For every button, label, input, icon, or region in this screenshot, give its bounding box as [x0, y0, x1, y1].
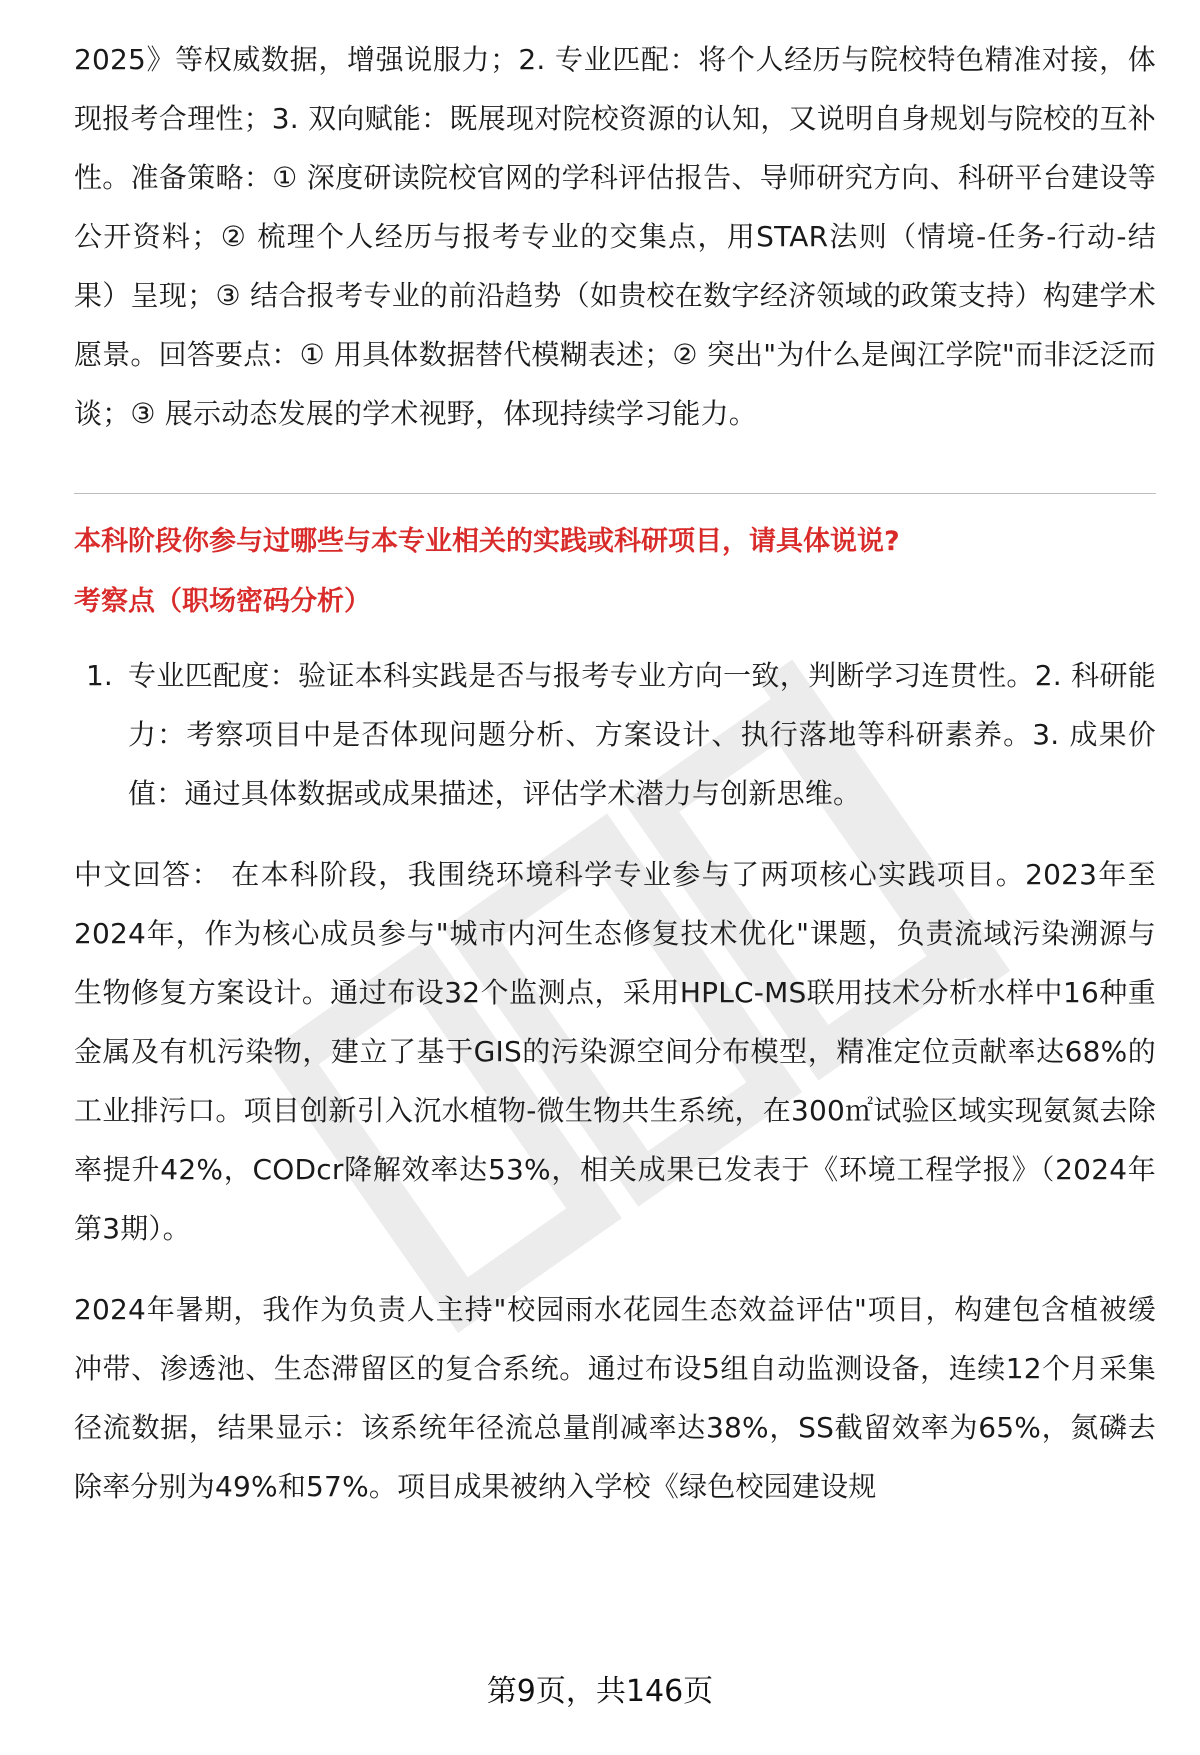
page-footer: 第9页，共146页 — [486, 1674, 714, 1709]
intro-paragraph: 2025》等权威数据，增强说服力；2. 专业匹配：将个人经历与院校特色精准对接，体现报考合理性；3. 双向赋能：既展现对院校资源的认知，又说明自身规划与院校的互补性。准备策略：① 深度研读院校官网的学科评估报告、导师研究方向、科研平台建设等公开资料；② 梳理个人经历与报考专业的交集点，用STAR法则（情境-任务-行动-结果）呈现；③ 结合报考专业的前沿趋势（如贵校在数字经济领域的政策支持）构建学术愿景。回答要点：① 用具体数据替代模糊表述；② 突出"为什么是闽江学院"而非泛泛而谈；③ 展示动态发展的学术视野，体现持续学习能力。 — [74, 43, 1156, 430]
document-page — [74, 30, 1156, 1516]
answer-paragraph: 中文回答： 在本科阶段，我围绕环境科学专业参与了两项核心实践项目。2023年至2024年，作为核心成员参与"城市内河生态修复技术优化"课题，负责流域污染溯源与生物修复方案设计。通过布设32个监测点，采用HPLC-MS联用技术分析水样中16种重金属及有机污染物，建立了基于GIS的污染源空间分布模型，精准定位贡献率达68%的工业排污口。项目创新引入沉水植物-微生物共生系统，在300㎡试验区域实现氨氮去除率提升42%，CODcr降解效率达53%，相关成果已发表于《环境工程学报》（2024年第3期）。 — [74, 858, 1156, 1245]
section-divider — [74, 493, 1156, 494]
list-number: 1. — [86, 659, 113, 692]
assessment-list — [74, 646, 1156, 823]
assessment-subheading: 考察点（职场密码分析） — [74, 586, 371, 617]
list-item: 专业匹配度：验证本科实践是否与报考专业方向一致，判断学习连贯性。2. 科研能力：考察项目中是否体现问题分析、方案设计、执行落地等科研素养。3. 成果价值：通过具体数据或成果描述，评估学术潜力与创新思维。 — [128, 659, 1156, 810]
question-heading: 本科阶段你参与过哪些与本专业相关的实践或科研项目，请具体说说? — [74, 526, 900, 557]
project-paragraph: 2024年暑期，我作为负责人主持"校园雨水花园生态效益评估"项目，构建包含植被缓冲带、渗透池、生态滞留区的复合系统。通过布设5组自动监测设备，连续12个月采集径流数据，结果显示：该系统年径流总量削减率达38%，SS截留效率为65%，氮磷去除率分别为49%和57%。项目成果被纳入学校《绿色校园建设规 — [74, 1293, 1156, 1503]
